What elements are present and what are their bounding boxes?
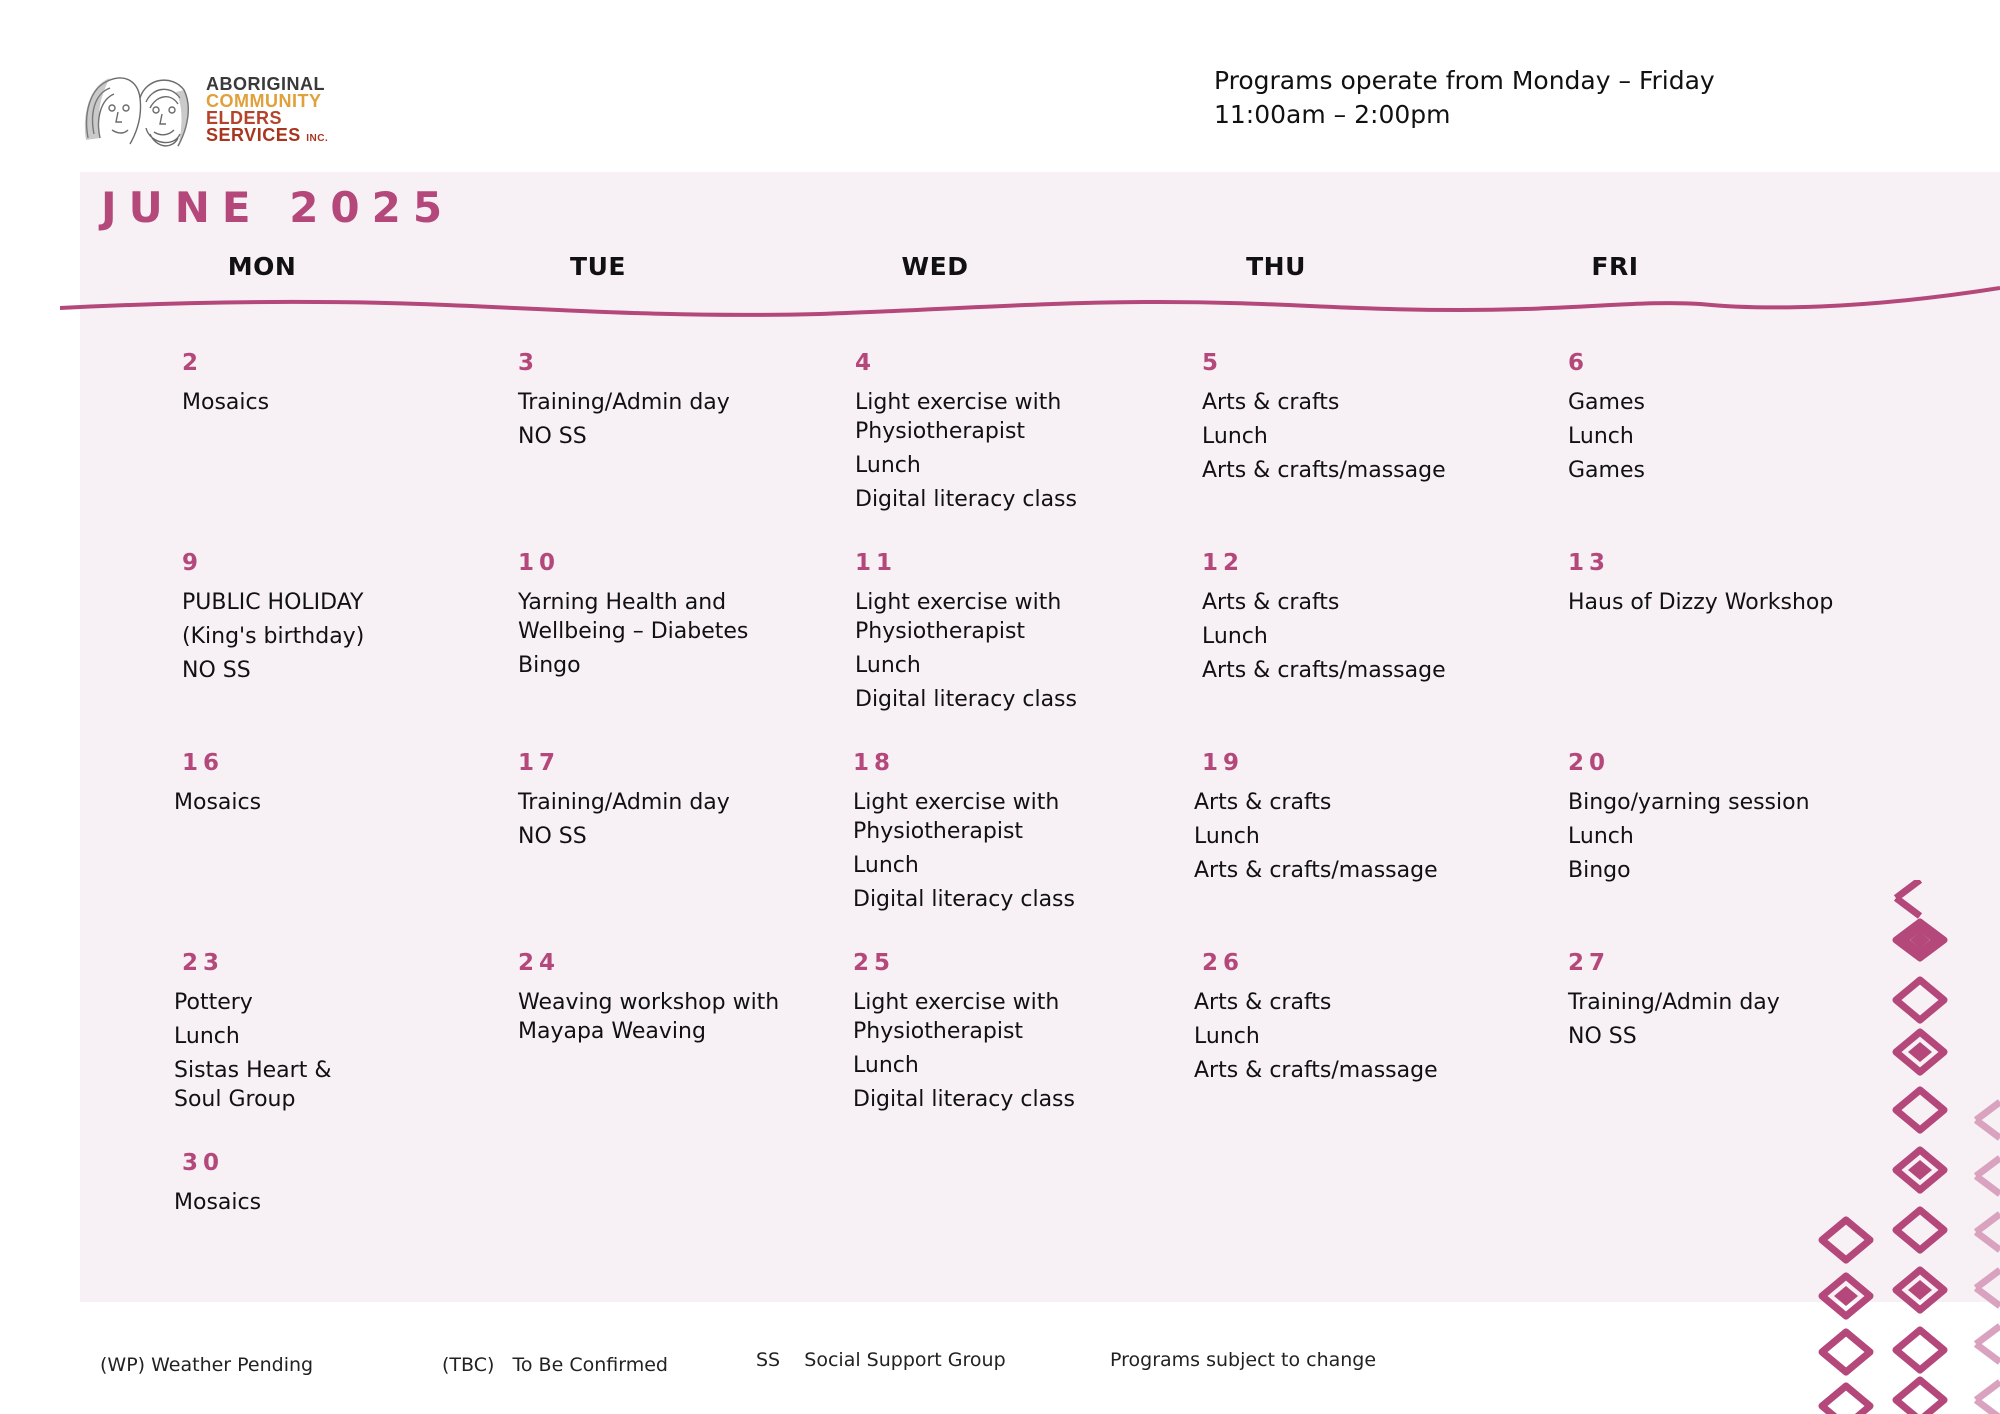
calendar-panel (80, 172, 2000, 1302)
org-name-line2: COMMUNITY (206, 91, 322, 111)
activity: Arts & crafts/massage (1202, 658, 1446, 683)
weekday-tue: TUE (570, 252, 626, 281)
day-cell (1202, 550, 1522, 690)
program-hours (1214, 64, 1715, 132)
day-number: 20 (1568, 750, 1611, 776)
day-cell (853, 750, 1093, 919)
day-number: 13 (1568, 550, 1611, 576)
day-cell (1568, 750, 1888, 890)
day-number: 3 (518, 350, 540, 376)
activity: Light exercise with Physiotherapist (855, 590, 1062, 644)
activity: Lunch (1202, 424, 1268, 449)
activity: NO SS (1568, 1024, 1637, 1049)
day-cell (518, 350, 838, 456)
program-days: Programs operate from Monday – Friday (1214, 66, 1715, 95)
day-number: 11 (855, 550, 898, 576)
day-cell (174, 750, 494, 822)
day-number: 17 (518, 750, 561, 776)
day-number: 25 (853, 950, 896, 976)
month-title: JUNE 2025 (101, 183, 455, 232)
activity: Arts & crafts/massage (1194, 1058, 1438, 1083)
activity: Light exercise with Physiotherapist (853, 790, 1060, 844)
org-name-line1: ABORIGINAL (206, 74, 325, 94)
activity: Mosaics (182, 390, 270, 415)
day-cell (518, 750, 838, 856)
activity: Lunch (1194, 1024, 1260, 1049)
activity: Lunch (1568, 424, 1634, 449)
activity: Arts & crafts (1194, 790, 1332, 815)
weekday-wed: WED (901, 252, 969, 281)
activity: Games (1568, 390, 1645, 415)
day-cell (182, 350, 502, 422)
activity: Arts & crafts (1194, 990, 1332, 1015)
program-times: 11:00am – 2:00pm (1214, 100, 1451, 129)
activity: Digital literacy class (855, 687, 1077, 712)
day-number: 18 (853, 750, 896, 776)
activity: Mosaics (174, 1190, 262, 1215)
day-cell (855, 550, 1095, 719)
org-name (206, 76, 328, 147)
activity: (King's birthday) (182, 624, 365, 649)
activity: Yarning Health and Wellbeing – Diabetes (518, 590, 749, 644)
activity: Bingo (1568, 858, 1631, 883)
activity: NO SS (518, 424, 587, 449)
elders-faces-illustration (80, 68, 192, 154)
day-cell (182, 550, 502, 690)
activity: Lunch (853, 853, 919, 878)
org-name-services: SERVICES (206, 125, 301, 145)
activity: Training/Admin day (1568, 990, 1780, 1015)
day-number: 5 (1202, 350, 1224, 376)
activity: Lunch (1194, 824, 1260, 849)
day-number: 10 (518, 550, 561, 576)
org-name-inc: INC. (306, 133, 329, 144)
activity: Lunch (1568, 824, 1634, 849)
day-cell (1568, 550, 1888, 622)
decorative-diamond-pattern (1812, 880, 2000, 1414)
activity: Digital literacy class (853, 887, 1075, 912)
legend-subject-to-change: Programs subject to change (1110, 1349, 1377, 1371)
activity: Arts & crafts/massage (1202, 458, 1446, 483)
activity: Lunch (1202, 624, 1268, 649)
weekday-mon: MON (227, 252, 297, 281)
day-number: 2 (182, 350, 204, 376)
activity: Pottery (174, 990, 253, 1015)
activity: Lunch (853, 1053, 919, 1078)
day-number: 23 (182, 950, 225, 976)
weekday-fri: FRI (1591, 252, 1639, 281)
activity: Lunch (855, 453, 921, 478)
activity: Digital literacy class (853, 1087, 1075, 1112)
activity: Arts & crafts (1202, 390, 1340, 415)
activity: PUBLIC HOLIDAY (182, 590, 364, 615)
day-number: 4 (855, 350, 877, 376)
day-number: 27 (1568, 950, 1611, 976)
day-cell (174, 950, 374, 1119)
activity: Light exercise with Physiotherapist (853, 990, 1060, 1044)
day-cell (1194, 950, 1514, 1090)
activity: NO SS (518, 824, 587, 849)
day-cell (1568, 350, 1888, 490)
day-number: 12 (1202, 550, 1245, 576)
activity: Lunch (855, 653, 921, 678)
day-number: 24 (518, 950, 561, 976)
activity: Digital literacy class (855, 487, 1077, 512)
weekday-thu: THU (1246, 252, 1306, 281)
activity: Bingo (518, 653, 581, 678)
activity: Arts & crafts (1202, 590, 1340, 615)
org-name-line3: ELDERS (206, 108, 283, 128)
day-number: 16 (182, 750, 225, 776)
org-logo (80, 68, 370, 158)
day-cell (518, 950, 798, 1051)
legend-social-support: SS Social Support Group (756, 1349, 1006, 1371)
activity: Training/Admin day (518, 390, 730, 415)
activity: Training/Admin day (518, 790, 730, 815)
activity: Sistas Heart & Soul Group (174, 1058, 332, 1112)
legend-to-be-confirmed: (TBC) To Be Confirmed (442, 1354, 668, 1376)
activity: NO SS (182, 658, 251, 683)
day-number: 26 (1202, 950, 1245, 976)
day-cell (174, 1150, 494, 1222)
day-cell (1194, 750, 1514, 890)
header-wave-divider (60, 280, 2000, 320)
activity: Bingo/yarning session (1568, 790, 1810, 815)
day-cell (518, 550, 758, 685)
activity: Games (1568, 458, 1645, 483)
day-number: 19 (1202, 750, 1245, 776)
activity: Weaving workshop with Mayapa Weaving (518, 990, 780, 1044)
day-number: 30 (182, 1150, 225, 1176)
activity: Mosaics (174, 790, 262, 815)
day-cell (1202, 350, 1522, 490)
day-cell (853, 950, 1093, 1119)
org-name-line4 (206, 127, 328, 147)
legend-weather-pending: (WP) Weather Pending (100, 1354, 314, 1376)
activity: Light exercise with Physiotherapist (855, 390, 1062, 444)
day-number: 9 (182, 550, 204, 576)
day-number: 6 (1568, 350, 1590, 376)
day-cell (855, 350, 1095, 519)
activity: Haus of Dizzy Workshop (1568, 590, 1834, 615)
activity: Arts & crafts/massage (1194, 858, 1438, 883)
activity: Lunch (174, 1024, 240, 1049)
